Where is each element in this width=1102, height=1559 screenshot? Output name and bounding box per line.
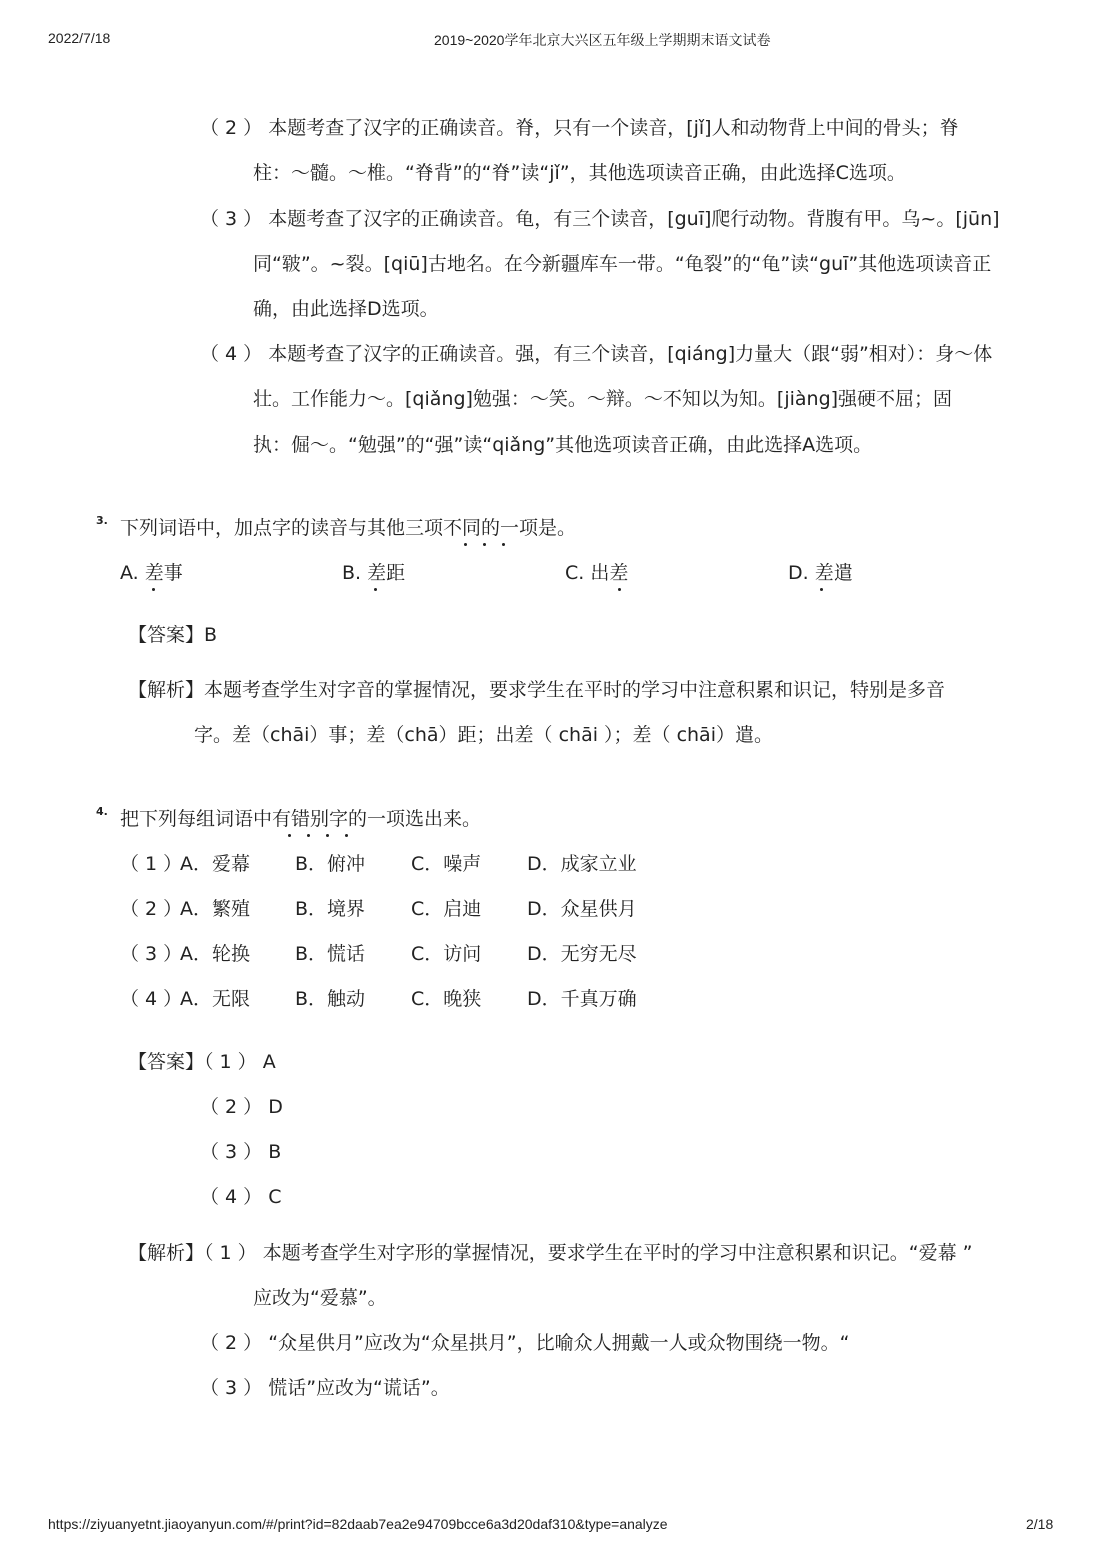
question-3-stem: 下列词语中，加点字的读音与其他三项不同的一项是。 bbox=[120, 517, 577, 539]
q2-analysis-line-2: 柱：～髓。～椎。“脊背”的“脊”读“jǐ”，其他选项读音正确，由此选择C选项。 bbox=[253, 162, 906, 184]
option-a: A．繁殖 bbox=[180, 898, 250, 920]
answer-value: B bbox=[204, 624, 218, 646]
question-4-analysis-line-2: 应改为“爱慕”。 bbox=[253, 1287, 387, 1309]
option-b: B．境界 bbox=[295, 898, 366, 920]
emphasis-dot bbox=[464, 543, 467, 546]
emphasis-dot bbox=[502, 543, 505, 546]
option-b: B．俯冲 bbox=[295, 853, 366, 875]
question-3-answer bbox=[128, 622, 217, 648]
question-3-option-d: D. 差遣 bbox=[788, 562, 853, 584]
option-d: D．众星供月 bbox=[527, 898, 637, 920]
q2-analysis-line-4: 同“皲”。~裂。[qiū]古地名。在今新疆库车一带。“龟裂”的“龟”读“guī”其他选项读音正 bbox=[253, 253, 992, 275]
option-c: C．访问 bbox=[411, 943, 482, 965]
question-3-option-b: B. 差距 bbox=[342, 562, 406, 584]
footer-url-link[interactable]: https://ziyuanyetnt.jiaoyanyun.com/#/print?id=82daab7ea2e94709bcce6a3d20daf310&type=analyze bbox=[48, 1516, 668, 1532]
emphasis-dot bbox=[152, 588, 155, 591]
page-number: 2/18 bbox=[1026, 1516, 1054, 1532]
print-date: 2022/7/18 bbox=[48, 30, 111, 46]
question-4-answer-3: （ 3 ） B bbox=[200, 1141, 282, 1163]
question-4-answer-4: （ 4 ） C bbox=[200, 1186, 282, 1208]
option-d: D．无穷无尽 bbox=[527, 943, 637, 965]
option-c: C．启迪 bbox=[411, 898, 482, 920]
row-number: （ 4 ） bbox=[120, 988, 183, 1010]
question-4-stem: 把下列每组词语中有错别字的一项选出来。 bbox=[120, 808, 482, 830]
emphasis-dot bbox=[307, 834, 310, 837]
answer-label: 【答案】 bbox=[128, 1051, 205, 1073]
question-4-answer-1 bbox=[128, 1049, 276, 1075]
row-number: （ 1 ） bbox=[120, 853, 183, 875]
option-b: B．慌话 bbox=[295, 943, 366, 965]
q2-analysis-line-5: 确，由此选择D选项。 bbox=[253, 298, 439, 320]
question-3-number: 3. bbox=[96, 514, 108, 527]
question-4-analysis-line-3: （ 2 ） “众星供月”应改为“众星拱月”，比喻众人拥戴一人或众物围绕一物。“ bbox=[200, 1332, 850, 1354]
option-b: B．触动 bbox=[295, 988, 366, 1010]
analysis-label: 【解析】 bbox=[128, 1242, 205, 1264]
emphasis-dot bbox=[288, 834, 291, 837]
document-title: 2019~2020学年北京大兴区五年级上学期期末语文试卷 bbox=[434, 32, 771, 48]
emphasis-dot bbox=[820, 588, 823, 591]
question-4-analysis-line-1 bbox=[128, 1240, 972, 1266]
q2-analysis-line-6: （ 4 ） 本题考查了汉字的正确读音。强，有三个读音，[qiáng]力量大（跟“弱”相对）：身～体 bbox=[200, 343, 993, 365]
question-4-answer-2: （ 2 ） D bbox=[200, 1096, 283, 1118]
emphasis-dot bbox=[326, 834, 329, 837]
answer-label: 【答案】 bbox=[128, 624, 205, 646]
emphasis-dot bbox=[374, 588, 377, 591]
option-a: A．无限 bbox=[180, 988, 250, 1010]
emphasis-dot bbox=[345, 834, 348, 837]
option-c: C．噪声 bbox=[411, 853, 482, 875]
q2-analysis-line-1: （ 2 ） 本题考查了汉字的正确读音。脊，只有一个读音，[jǐ]人和动物背上中间的骨头；脊 bbox=[200, 117, 959, 139]
q2-analysis-line-3: （ 3 ） 本题考查了汉字的正确读音。龟，有三个读音，[guī]爬行动物。背腹有甲。乌~。[jūn] bbox=[200, 208, 1000, 230]
q2-analysis-line-7: 壮。工作能力～。[qiǎng]勉强：～笑。～辩。～不知以为知。[jiàng]强硬不屈；固 bbox=[253, 388, 953, 410]
question-3-option-c: C. 出差 bbox=[565, 562, 629, 584]
question-4-analysis-line-4: （ 3 ） 慌话”应改为“谎话”。 bbox=[200, 1377, 450, 1399]
emphasis-dot bbox=[618, 588, 621, 591]
question-4-number: 4. bbox=[96, 805, 108, 818]
q2-analysis-line-8: 执：倔～。“勉强”的“强”读“qiǎng”其他选项读音正确，由此选择A选项。 bbox=[253, 434, 873, 456]
analysis-text: （ 1 ） 本题考查学生对字形的掌握情况，要求学生在平时的学习中注意积累和识记。“爱幕 ” bbox=[204, 1242, 973, 1264]
answer-value: （ 1 ） A bbox=[204, 1051, 276, 1073]
question-3-analysis-line-2: 字。差（chāi）事；差（chā）距；出差（ chāi ）；差（ chāi）遣。 bbox=[194, 724, 773, 746]
row-number: （ 3 ） bbox=[120, 943, 183, 965]
analysis-label: 【解析】 bbox=[128, 679, 205, 701]
option-c: C．晚狭 bbox=[411, 988, 482, 1010]
question-3-option-a: A. 差事 bbox=[120, 562, 183, 584]
option-d: D．成家立业 bbox=[527, 853, 637, 875]
analysis-text: 本题考查学生对字音的掌握情况，要求学生在平时的学习中注意积累和识记，特别是多音 bbox=[204, 679, 946, 701]
emphasis-dot bbox=[483, 543, 486, 546]
option-a: A．爱幕 bbox=[180, 853, 250, 875]
question-3-analysis-line-1 bbox=[128, 677, 945, 703]
option-a: A．轮换 bbox=[180, 943, 250, 965]
option-d: D．千真万确 bbox=[527, 988, 637, 1010]
row-number: （ 2 ） bbox=[120, 898, 183, 920]
